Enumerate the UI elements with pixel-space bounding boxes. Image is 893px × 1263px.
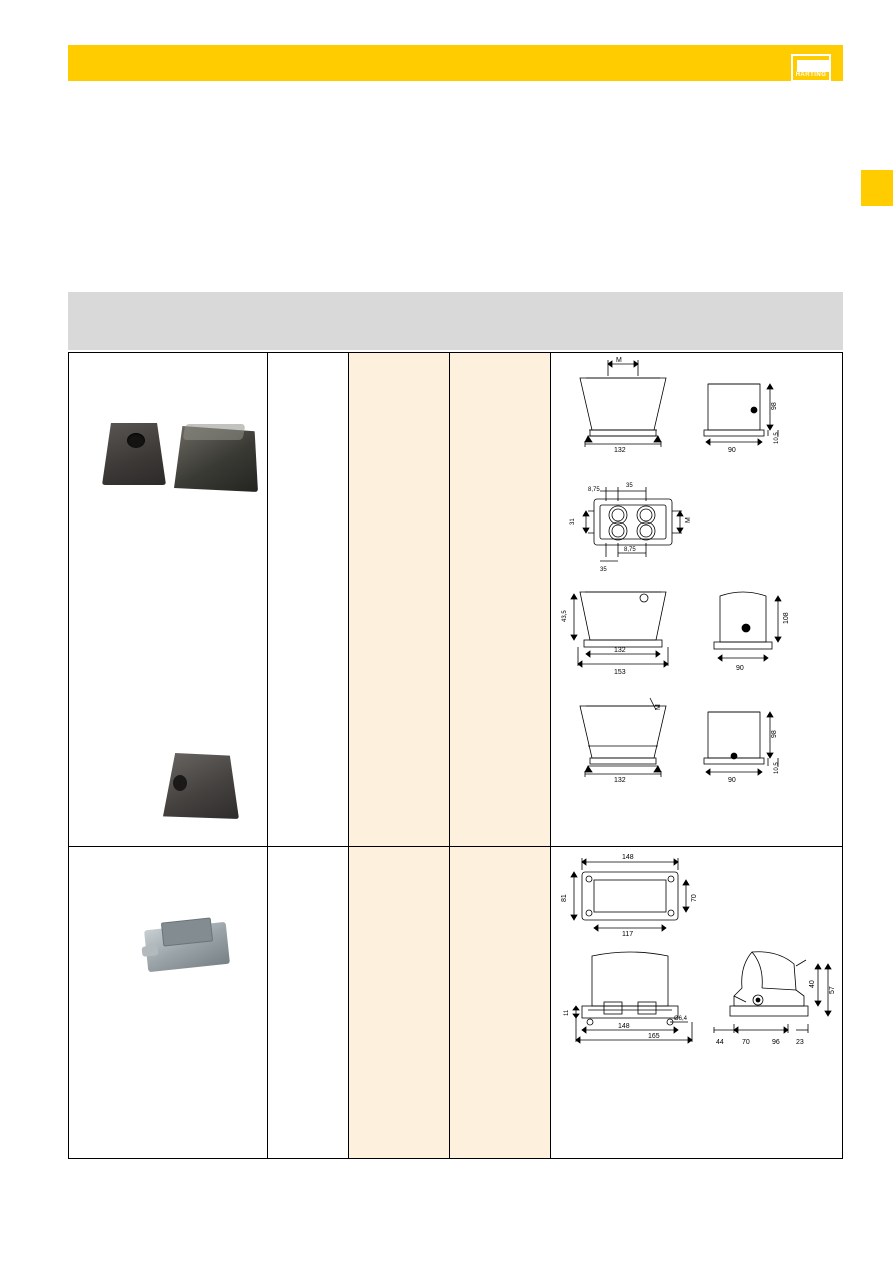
column-part-number-1 (349, 353, 450, 1158)
dim-label-35-top: 35 (626, 483, 633, 489)
drawing-hood-front-view-1 (552, 356, 682, 454)
table-row-divider (69, 846, 842, 847)
dim-label-98-v3: 98 (771, 730, 778, 738)
page-title-area (68, 81, 843, 292)
dim-label-153: 153 (614, 669, 626, 674)
cable-entry-hole (173, 775, 187, 791)
drawing-hood-front-view-3 (552, 688, 682, 784)
dim-label-117: 117 (622, 931, 634, 936)
dim-label-11: 11 (564, 1009, 570, 1016)
logo-text: HARTING (795, 71, 827, 78)
dim-label-105-v3: 10,5 (774, 762, 780, 774)
dim-label-57: 57 (829, 986, 836, 994)
dim-label-M-plan: M (685, 517, 692, 523)
drawing-hood-side-view-2 (700, 586, 810, 672)
drawing-hood-front-view-2 (552, 578, 692, 674)
product-photo-hood-top-entry (94, 415, 174, 493)
dim-label-44: 44 (716, 1039, 724, 1046)
dim-label-90: 90 (728, 447, 736, 454)
dim-label-148-plan: 148 (622, 854, 634, 861)
drawing-hood-side-view-1 (690, 366, 800, 454)
dim-label-132: 132 (614, 447, 626, 454)
column-part-number-2 (450, 353, 551, 1158)
dim-label-132-v2: 132 (614, 647, 626, 654)
dim-label-70-plan: 70 (691, 894, 698, 902)
page-section-tab (861, 170, 893, 206)
dim-label-108: 108 (783, 612, 790, 624)
product-photo-bulkhead-base (140, 916, 234, 978)
dim-label-90-v3: 90 (728, 777, 736, 784)
cable-entry-hole (127, 433, 145, 448)
dim-label-diam64: Ø6,4 (674, 1016, 688, 1022)
dim-label-875-top: 8,75 (588, 487, 600, 493)
dim-label-96: 96 (772, 1039, 780, 1046)
drawing-base-front-view (552, 944, 712, 1048)
dim-label-105: 10,5 (774, 432, 780, 444)
dim-label-165: 165 (648, 1033, 660, 1040)
dim-label-M: M (616, 357, 622, 364)
table-column-header-band (68, 292, 843, 350)
dim-label-98: 98 (771, 402, 778, 410)
drawing-base-side-view (700, 944, 836, 1048)
product-photo-hood-side-entry (155, 745, 247, 827)
dim-label-23: 23 (796, 1039, 804, 1046)
dim-label-875-bottom: 8,75 (624, 547, 636, 553)
dim-label-81: 81 (561, 894, 568, 902)
hood-top-face (183, 424, 246, 440)
dim-label-132-v3: 132 (614, 777, 626, 784)
dim-label-35-bottom: 35 (600, 567, 607, 573)
drawing-hood-side-view-3 (690, 696, 800, 784)
dim-label-40: 40 (809, 980, 816, 988)
drawing-base-plan-view (552, 850, 712, 936)
harting-logo-icon (791, 54, 831, 82)
column-description (268, 353, 349, 1158)
dim-label-435: 43,5 (562, 610, 568, 622)
drawing-hood-top-plan-view (560, 473, 720, 577)
product-photo-hood-double-entry (168, 420, 264, 498)
header-band (68, 45, 843, 81)
dim-label-148-front: 148 (618, 1023, 630, 1030)
dim-label-M-v3: M (655, 704, 662, 710)
dim-label-31: 31 (570, 518, 576, 525)
dim-label-70-side: 70 (742, 1039, 750, 1046)
dim-label-90-v2: 90 (736, 665, 744, 672)
locking-lever (142, 945, 159, 957)
